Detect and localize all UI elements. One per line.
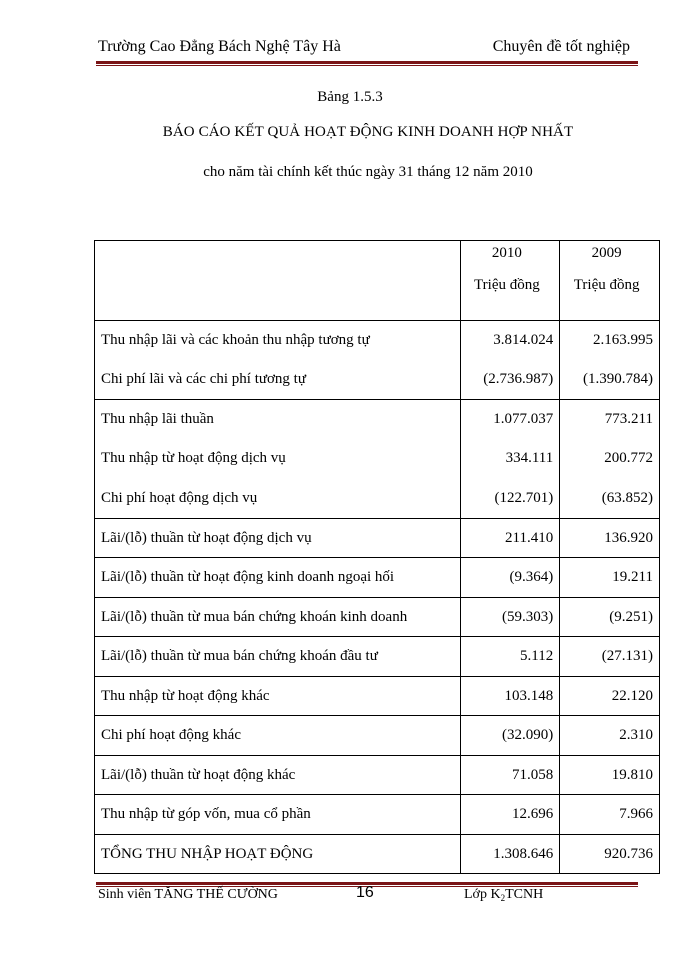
table-row: Thu nhập lãi thuần 1.077.037 773.211 [95, 400, 660, 440]
table-row: Lãi/(lỗ) thuần từ hoạt động dịch vụ 211.410 136.920 [95, 518, 660, 558]
class-name: Lớp $K_2TCNH$ [464, 887, 544, 903]
page-header [98, 38, 638, 60]
school-name: Trường Cao Đẳng Bách Nghệ Tây Hà [98, 38, 341, 55]
header-blank-cell [95, 241, 461, 321]
table-number: Bảng 1.5.3 [317, 89, 383, 105]
header-rule [96, 61, 638, 66]
report-subtitle: cho năm tài chính kết thúc ngày 31 tháng 12 năm 2010 [203, 164, 533, 180]
income-statement-table [94, 240, 660, 874]
table-row: Lãi/(lỗ) thuần từ hoạt động khác 71.058 19.810 [95, 755, 660, 795]
table-row: Lãi/(lỗ) thuần từ mua bán chứng khoán kinh doanh (59.303) (9.251) [95, 597, 660, 637]
table-row: Lãi/(lỗ) thuần từ hoạt động kinh doanh ngoại hối (9.364) 19.211 [95, 558, 660, 598]
page-number: 16 [356, 884, 374, 901]
table-row: Thu nhập từ góp vốn, mua cổ phần 12.696 7.966 [95, 795, 660, 835]
table-row: Thu nhập từ hoạt động dịch vụ 334.111 200.772 [95, 439, 660, 479]
student-name: Sinh viên TĂNG THẾ CƯỜNG [98, 887, 278, 902]
table-row: Thu nhập từ hoạt động khác 103.148 22.120 [95, 676, 660, 716]
table-row: Lãi/(lỗ) thuần từ mua bán chứng khoán đầu tư 5.112 (27.131) [95, 637, 660, 677]
table-row: Chi phí hoạt động khác (32.090) 2.310 [95, 716, 660, 756]
column-header-2010: 2010 Triệu đồng [460, 241, 560, 321]
table-total-row: TỔNG THU NHẬP HOẠT ĐỘNG 1.308.646 920.736 [95, 834, 660, 874]
table-row: Chi phí lãi và các chi phí tương tự (2.736.987) (1.390.784) [95, 360, 660, 400]
table-row: Chi phí hoạt động dịch vụ (122.701) (63.852) [95, 479, 660, 519]
table-header-row [95, 241, 660, 321]
document-topic: Chuyên đề tốt nghiệp [492, 38, 630, 55]
report-title: BÁO CÁO KẾT QUẢ HOẠT ĐỘNG KINH DOANH HỢP NHẤT [162, 124, 574, 140]
column-header-2009: 2009 Triệu đồng [560, 241, 660, 321]
table-row: Thu nhập lãi và các khoản thu nhập tương tự 3.814.024 2.163.995 [95, 321, 660, 361]
